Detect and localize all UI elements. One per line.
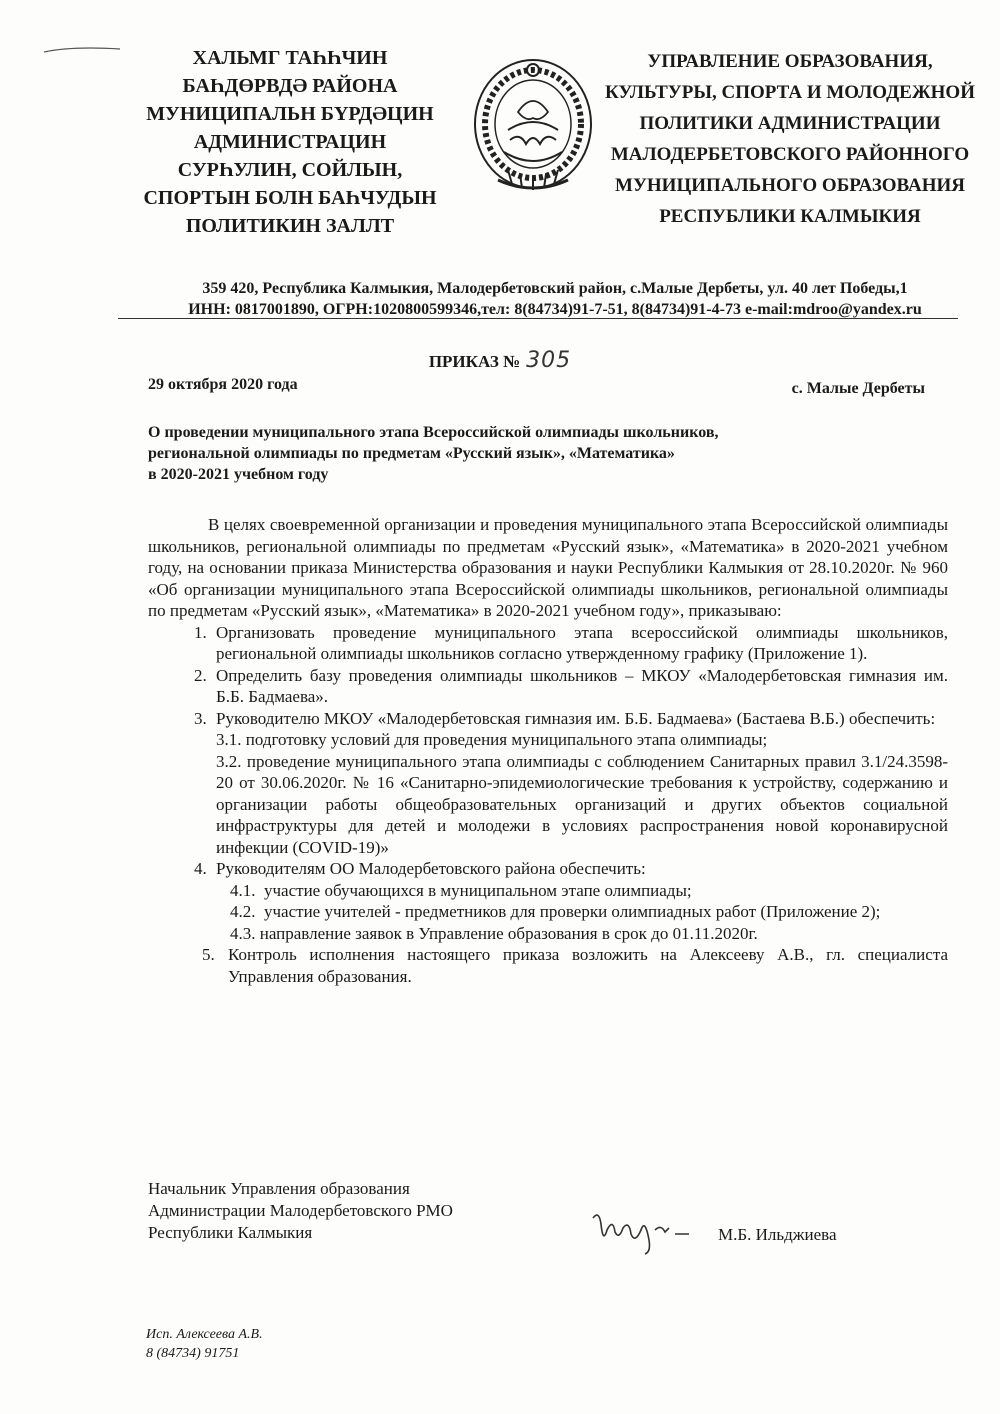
executor-name: Исп. Алексеева А.В. bbox=[146, 1327, 263, 1342]
order-title-label: ПРИКАЗ № bbox=[428, 352, 521, 371]
executor-info bbox=[146, 1325, 263, 1363]
header-left-line: МУНИЦИПАЛЬН БҮРДӘЦИН bbox=[146, 103, 434, 125]
kalmykia-emblem-icon bbox=[468, 52, 598, 202]
item-number: 4.1. bbox=[230, 880, 256, 900]
header-left-line: СПОРТЫН БОЛН БАҺЧУДЫН bbox=[143, 187, 437, 209]
item-number: 4.2. bbox=[230, 902, 256, 921]
order-date: 29 октября 2020 года bbox=[148, 376, 298, 393]
header-left-line: БАҺДӨРВДӘ РАЙОНА bbox=[182, 75, 398, 97]
item-number: 2. bbox=[194, 665, 207, 685]
item-text: участие обучающихся в муниципальном этапе олимпиады; bbox=[264, 880, 692, 900]
subject-line: в 2020-2021 учебном году bbox=[148, 466, 329, 483]
header-right-line: КУЛЬТУРЫ, СПОРТА И МОЛОДЕЖНОЙ bbox=[605, 82, 975, 103]
header-left-line: ПОЛИТИКИН ЗАЛЛТ bbox=[185, 215, 395, 237]
item-text: Руководителю МКОУ «Малодербетовская гимназия им. Б.Б. Бадмаева» (Бастаева В.Б.) обеспечить: bbox=[216, 708, 936, 728]
item-text: Контроль исполнения настоящего приказа возложить на Алексееву А.В., гл. специалиста Управления образования. bbox=[228, 945, 948, 986]
header-right-line: МАЛОДЕРБЕТОВСКОГО РАЙОННОГО bbox=[610, 144, 970, 165]
item-number: 3. bbox=[194, 708, 207, 728]
address-line: 359 420, Республика Калмыкия, Малодербетовский район, с.Малые Дербеты, ул. 40 лет Победы,1 bbox=[202, 280, 908, 297]
signatory-position bbox=[148, 1178, 453, 1244]
header-right-line: МУНИЦИПАЛЬНОГО ОБРАЗОВАНИЯ bbox=[615, 175, 965, 196]
signatory-line: Начальник Управления образования bbox=[148, 1179, 410, 1198]
order-item-2 bbox=[148, 665, 948, 708]
order-item-4 bbox=[148, 858, 948, 880]
subject-line: О проведении муниципального этапа Всероссийской олимпиады школьников, bbox=[148, 424, 719, 441]
order-item-1 bbox=[148, 622, 948, 665]
header-right-line: ПОЛИТИКИ АДМИНИСТРАЦИИ bbox=[639, 113, 941, 134]
order-item-4-2 bbox=[148, 901, 948, 923]
order-subject bbox=[148, 422, 908, 485]
header-right-line: РЕСПУБЛИКИ КАЛМЫКИЯ bbox=[659, 206, 921, 227]
order-body bbox=[148, 514, 948, 987]
order-item-3-1: 3.1. подготовку условий для проведения муниципального этапа олимпиады; bbox=[216, 730, 768, 749]
order-item-5 bbox=[148, 944, 948, 987]
order-place: с. Малые Дербеты bbox=[791, 380, 925, 397]
executor-phone: 8 (84734) 91751 bbox=[146, 1346, 240, 1361]
header-left-line: ХАЛЬМГ ТАҺҺЧИН bbox=[192, 47, 388, 69]
item-text: участие учителей - предметников для проверки олимпиадных работ (Приложение 2); bbox=[264, 902, 881, 921]
item-text: Организовать проведение муниципального этапа всероссийской олимпиады школьников, региональной олимпиады школьников согласно утвержденному графику (Приложение 1). bbox=[216, 622, 948, 663]
signatory-line: Администрации Малодербетовского РМО bbox=[148, 1201, 453, 1220]
header-right-russian bbox=[600, 46, 980, 232]
handwritten-signature bbox=[585, 1200, 695, 1260]
item-number: 5. bbox=[202, 945, 215, 964]
requisites-line: ИНН: 0817001890, ОГРН:1020800599346,тел: 8(84734)91-7-51, 8(84734)91-4-73 e-mail:mdroo@yandex.ru bbox=[188, 301, 922, 318]
order-item-4-3: 4.3. направление заявок в Управление образования в срок до 01.11.2020г. bbox=[230, 923, 758, 943]
order-title bbox=[0, 348, 1000, 373]
intro-paragraph: В целях своевременной организации и проведения муниципального этапа Всероссийской олимпиады школьников, региональной олимпиады по предметам «Русский язык», «Математика» в 2020-2021 учебном году, на основании приказа Министерства образования и науки Республики Калмыкия от 28.10.2020г. № 960 «Об организации муниципального этапа Всероссийской олимпиады школьников, региональной олимпиады по предметам «Русский язык», «Математика» в 2020-2021 учебном году», приказываю: bbox=[148, 515, 948, 620]
subject-line: региональной олимпиады по предметам «Русский язык», «Математика» bbox=[148, 445, 675, 462]
order-item-4-1 bbox=[148, 880, 948, 902]
item-number: 1. bbox=[194, 622, 207, 642]
order-item-3-2: 3.2. проведение муниципального этапа олимпиады с соблюдением Санитарных правил 3.1/24.3598-20 от 30.06.2020г. № 16 «Санитарно-эпидемиологические требования к устройству, содержанию и организации работы общеобразовательных организаций и других объектов социальной инфраструктуры для детей и молодежи в условиях распространения новой коронавирусной инфекции (COVID-19)» bbox=[216, 751, 948, 857]
header-divider bbox=[118, 318, 958, 319]
item-text: Определить базу проведения олимпиады школьников – МКОУ «Малодербетовская гимназия им. Б.Б. Бадмаева». bbox=[216, 665, 948, 706]
header-right-line: УПРАВЛЕНИЕ ОБРАЗОВАНИЯ, bbox=[647, 51, 933, 72]
signatory-line: Республики Калмыкия bbox=[148, 1223, 313, 1242]
header-left-line: АДМИНИСТРАЦИН bbox=[193, 131, 387, 153]
item-text: Руководителям ОО Малодербетовского района обеспечить: bbox=[216, 859, 646, 878]
order-number: 305 bbox=[526, 348, 572, 373]
item-number: 4. bbox=[194, 859, 207, 878]
signatory-name: М.Б. Ильджиева bbox=[718, 1225, 837, 1244]
header-left-line: СУРҺУЛИН, СОЙЛЫН, bbox=[177, 159, 403, 181]
order-item-3 bbox=[148, 708, 948, 730]
header-left-kalmyk bbox=[110, 44, 470, 240]
